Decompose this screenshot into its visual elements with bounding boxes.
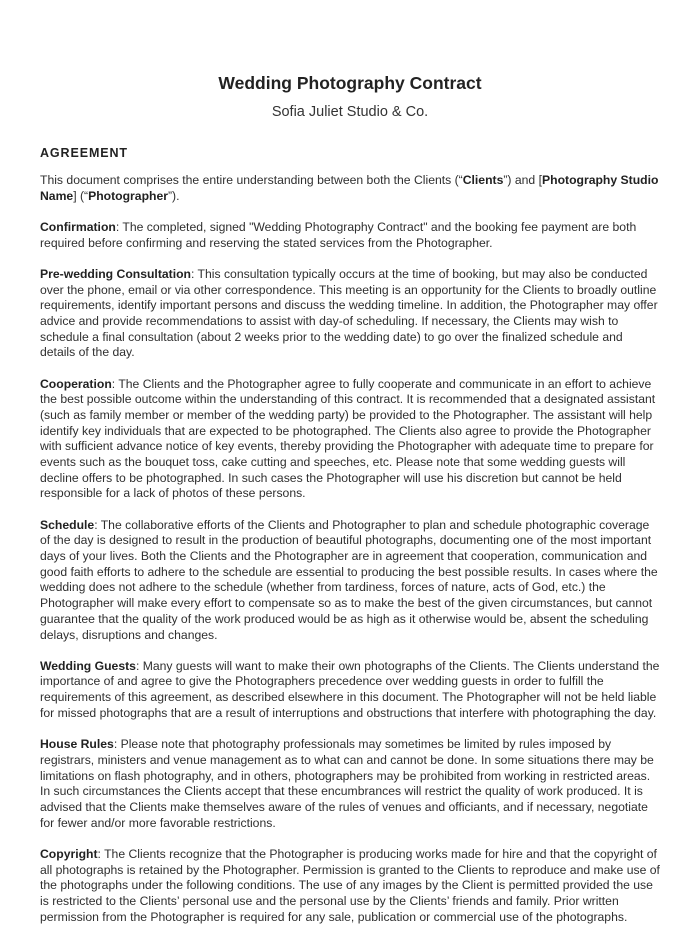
clause-pre-wedding-consultation [40,267,660,361]
clause-cooperation [40,377,660,503]
clause-schedule [40,518,660,644]
clause-text: : The collaborative efforts of the Clients and Photographer to plan and schedule photographic coverage of the day is designed to result in the production of beautiful photographs, documenting one of the most important days of your lives. Both the Clients and the Photographer are in agreement that cooperation, communication and good faith efforts to adhere to the schedule are essential to producing the best possible results. In cases where the wedding does not adhere to the schedule (whether from tardiness, forces of nature, acts of God, etc.) the Photographer will make every effort to compensate so as to make the best of the given circumstances, but cannot guarantee that the quality of the work produced would be as high as it otherwise would be, absent the scheduling delays, disruptions and changes. [40,517,658,642]
clause-house-rules [40,737,660,831]
clause-term: Schedule [40,517,95,532]
clause-text: : The Clients and the Photographer agree to fully cooperate and communicate in an effort to achieve the best possible outcome within the understanding of this contract. It is recommended that a designated assistant (such as family member or member of the wedding party) be provided to the Photographer. The assistant will help identify key individuals that are expected to be photographed. The Clients also agree to provide the Photographer with sufficient advance notice of key events, thereby providing the Photographer with adequate time to prepare for events such as the bouquet toss, cake cutting and speeches, etc. Please note that some wedding guests will decline offers to be photographed. In such cases the Photographer will use his discretion but cannot be held responsible for a lack of photos of these persons. [40,376,656,501]
section-heading-agreement: AGREEMENT [40,146,128,160]
clause-text: : This consultation typically occurs at the time of booking, but may also be conducted over the phone, email or via other correspondence. This meeting is an opportunity for the Clients to broadly outline requirements, identify important persons and discuss the wedding timeline. In addition, the Photographer may offer advice and provide recommendations to assist with day-of scheduling. If necessary, the Clients may wish to schedule a final consultation (about 2 weeks prior to the wedding date) to go over the finalized schedule and details of the day. [40,266,658,360]
clause-term: House Rules [40,737,114,752]
studio-name: Sofia Juliet Studio & Co. [271,104,429,120]
clause-term: Copyright [40,846,98,861]
photographer-term: Photographer [88,188,168,203]
clause-text: : The completed, signed "Wedding Photography Contract" and the booking fee payment are both required before confirming and reserving the stated services from the Photographer. [40,219,637,250]
clause-text: : The Clients recognize that the Photographer is producing works made for hire and that the copyright of all photographs is retained by the Photographer. Permission is granted to the Clients to reproduce and make use of the photographs under the following conditions. The use of any images by the Client is permitted provided the use is restricted to the Clients’ personal use and the personal use by the Clients’ friends and family. Prior written permission from the Photographer is required for any sale, publication or commercial use of the photographs. [40,846,660,924]
clients-term: Clients [462,173,504,187]
clause-term: Confirmation [40,219,116,234]
clause-term: Cooperation [40,376,112,391]
studio-name-placeholder: Photography Studio Name [40,173,659,203]
clause-term: Wedding Guests [40,658,136,673]
intro-paragraph [40,173,660,204]
clause-term: Pre-wedding Consultation [40,266,191,281]
clause-text: : Many guests will want to make their own photographs of the Clients. The Clients understand the importance of and agree to give the Photographers precedence over wedding guests in order to fulfill the requirements of this agreement, as described elsewhere in this document. The Photographer will not be held liable for missed photographs that are a result of interruptions and obstructions that interfere with photographing the day. [40,658,660,720]
page-title: Wedding Photography Contract [218,73,482,93]
intro-text-2: ”) and [ [503,173,542,187]
clause-copyright [40,847,660,925]
clause-wedding-guests [40,659,660,722]
clause-text: : Please note that photography professionals may sometimes be limited by rules imposed by registrars, ministers and venue management as to what can and cannot be done. In some situations there may be limitations on flash photography, and in others, photographers may be prohibited from working in restricted areas. In such circumstances the Clients accept that these encumbrances will restrict the quality of work produced. It is advised that the Clients make themselves aware of the rules of venues and officiants, and if necessary, negotiate for fewer and/or more favorable restrictions. [40,737,654,830]
intro-text-4: ”). [168,188,180,203]
clause-confirmation [40,220,660,251]
intro-text-3: ] (“ [73,188,89,203]
intro-text-1: This document comprises the entire understanding between both the Clients (“ [40,173,463,187]
